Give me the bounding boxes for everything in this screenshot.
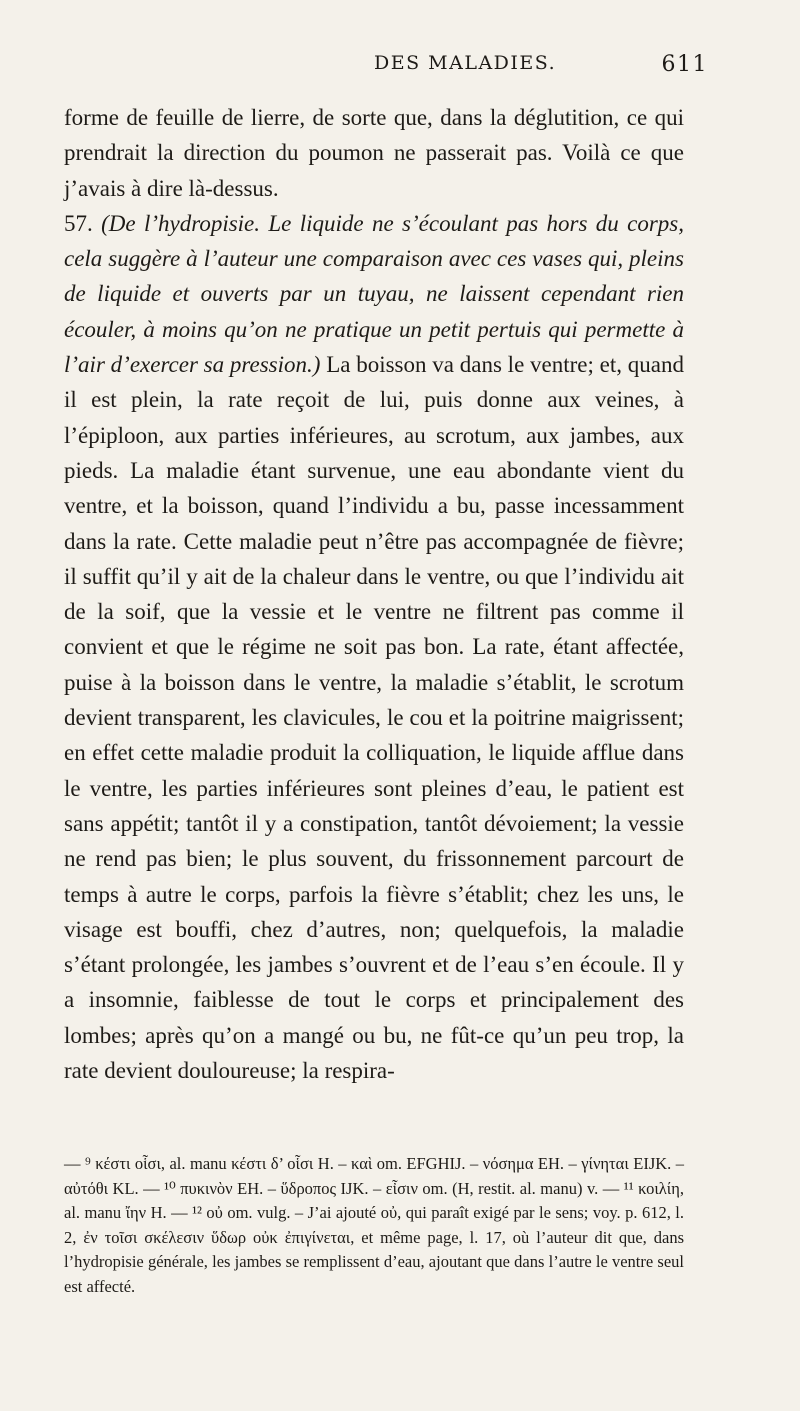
continuation-paragraph: forme de feuille de lierre, de sorte que, dans la déglutition, ce qui prendrait la direction du poumon ne passerait pas. Voilà ce que j’avais à dire là-dessus. bbox=[64, 105, 684, 201]
section-number: 57. bbox=[64, 210, 93, 236]
section-paragraph bbox=[64, 206, 684, 1088]
footnotes bbox=[64, 1152, 684, 1299]
footnote-text: — ⁹ κέστι οἷσι, al. manu κέστι δ’ οἷσι H. – καὶ om. EFGHIJ. – νόσημα EH. – γίνηται EIJK. – αὐτόθι KL. — ¹⁰ πυκινὸν EH. – ὕδροπος IJK. – εἶσιν om. (H, restit. al. manu) v. — ¹¹ κοιλίη, al. manu ἴην H. — ¹² οὐ om. vulg. – J’ai ajouté οὐ, qui paraît exigé par le sens; voy. p. 612, l. 2, ἐν τοῖσι σκέλεσιν ὕδωρ οὐκ ἐπιγίνεται, et même page, l. 17, où l’auteur dit que, dans l’hydropisie générale, les jambes se remplissent d’eau, ajoutant que dans l’autre le ventre seul est affecté. bbox=[64, 1154, 684, 1296]
page-number: 611 bbox=[661, 52, 708, 77]
main-text bbox=[64, 100, 684, 1088]
section-text: La boisson va dans le ventre; et, quand il est plein, la rate reçoit de lui, puis donne aux veines, à l’épiploon, aux parties inférieures, au scrotum, aux jambes, aux pieds. La maladie étant survenue, une eau abondante vient du ventre, et la boisson, quand l’individu a bu, passe incessamment dans la rate. Cette maladie peut n’être pas accompagnée de fièvre; il suffit qu’il y ait de la chaleur dans le ventre, ou que l’individu ait de la soif, que la vessie et le ventre ne filtrent pas comme il convient et que le régime ne soit pas bon. La rate, étant affectée, puise à la boisson dans le ventre, la maladie s’établit, le scrotum devient transparent, les clavicules, le cou et la poitrine maigrissent; en effet cette maladie produit la colliquation, le liquide afflue dans le ventre, les parties inférieures sont pleines d’eau, le patient est sans appétit; tantôt il y a constipation, tantôt dévoiement; la vessie ne rend pas bien; le plus souvent, du frissonnement parcourt de temps à autre le corps, parfois la fièvre s’établit; chez les uns, le visage est bouffi, chez d’autres, non; quelquefois, la maladie s’étant prolongée, les jambes s’ouvrent et de l’eau s’en écoule. Il y a insomnie, faiblesse de tout le corps et principalement des lombes; après qu’on a mangé ou bu, ne fût-ce qu’un peu trop, la rate devient douloureuse; la respira- bbox=[64, 352, 684, 1084]
section-summary: (De l’hydropisie. Le liquide ne s’écoulant pas hors du corps, cela suggère à l’auteur une comparaison avec ces vases qui, pleins de liquide et ouverts par un tuyau, ne laissent cependant rien écouler, à moins qu’on ne pratique un petit pertuis qui permette à l’air d’exercer sa pression.) bbox=[64, 210, 685, 378]
running-title: DES MALADIES. bbox=[374, 52, 557, 74]
running-head bbox=[0, 52, 800, 82]
